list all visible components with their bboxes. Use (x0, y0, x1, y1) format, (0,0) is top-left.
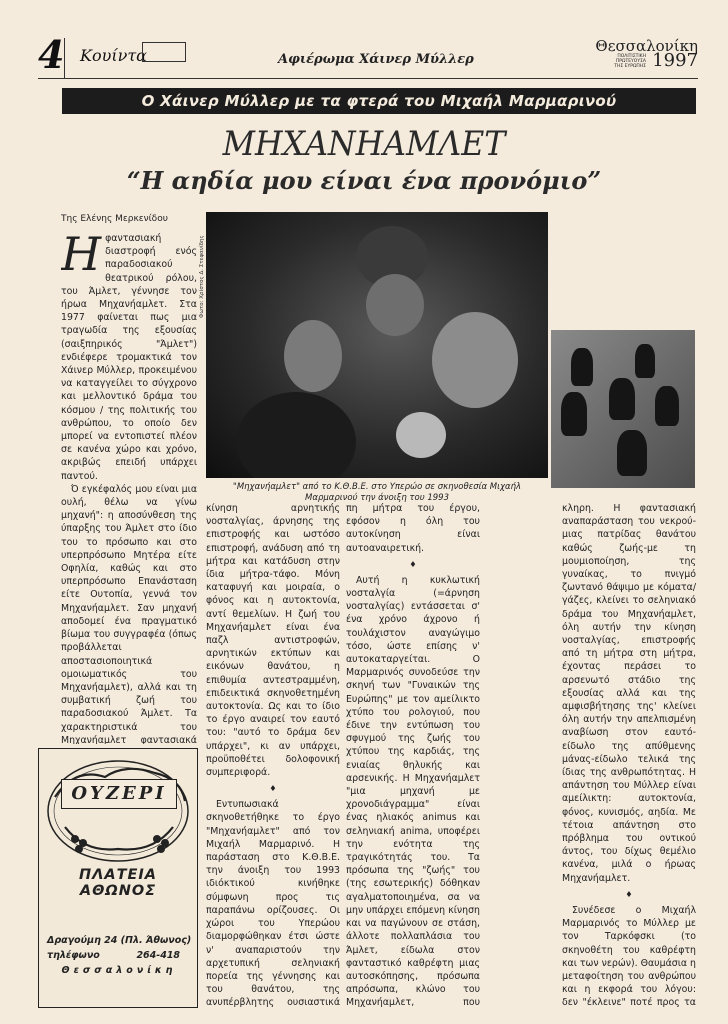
photo-credit-text: Φωτο: Χρίστος Δ. Στεφανίδης (199, 235, 205, 318)
ouzeri-advertisement (38, 748, 198, 1008)
ad-phone: 264-418 (136, 950, 181, 961)
article-banner: Ο Χάινερ Μύλλερ με τα φτερά του Μιχαήλ Μαρμαρινού (62, 88, 696, 114)
photo-detail (432, 312, 518, 408)
paragraph: Αυτή η κυκλωτική νοσταλγία (=άρνηση νοσταλγίας) εντάσσεται σ' ένα χρόνο άχρονο ή τουλάχιστον αναγώγιμο τόσο, ώστε επίσης ν' αυτοκαταργείται. Ο Μαρμαρινός συνοδεύσε την σκηνή των "Γυναικών της Ευρώπης" με τον αμείλικτο χτύπο του ρολογιού, που έδινε την εντύπωση του σφυγμού της ζωής του χτύπου της καρδιάς, της ενιαίας θηλυκής και αρσενικής. Η Μηχανήαμλετ "μια μηχανή με χρονοδιάγραμμα" είναι ένας ηλιακός animus και σεληνιακή anima, υποφέρει την ενότητα της τραγικότητάς του. Τα πρόσωπα της "ζωής" του (της εσωτερικής) δόθηκαν αγαλματοποιημένα, σα να μην υπάρχει επόμενη κίνηση και να παγώνουν σε στάση, άλλοτε πολλαπλάσια του Άμλετ, είδωλα στον φανταστικό καθρέφτη μιας αυτοσκόπησης, πρόσωπα απρόσωπα, κλώνο του Μηχανήαμλετ, που (346, 574, 480, 1007)
paragraph: κίνηση αρνητικής νοσταλγίας, άρνησης της επιστροφής και ωστόσο επιστροφή, ανάδυση από τη μήτρα και κατάδυση στην ίδια μήτρα-τάφο. Μόνη καταφυγή και μοιραία, ο φόνος και η αυτοκτονία, αντί θεμελίων. Η ζωή του Μηχανήαμλετ είναι ένα παζλ αντιστροφών, αρνητικών εκτύπων και εικόνων θανάτου, η επιθυμία αντεστραμμένη, επιδεικτικά σκηνοθετημένη αυτοκτονία. Ως και το ίδιο το έργο αναιρεί τον εαυτό του: "αυτό το δράμα δεν υπάρχει", κι αν υπάρχει, προϋποθέτει δολοφονική συμπεριφορά. (206, 503, 340, 779)
ad-contact (47, 933, 191, 978)
ad-location: ΠΛΑΤΕΙΑ ΑΘΩΝΟΣ (79, 867, 157, 899)
masthead-line: ΠΡΩΤΕΥΟΥΣΑ (615, 59, 646, 64)
separator-diamond: ♦ (625, 889, 633, 899)
text-column-2 (206, 502, 340, 1007)
text-column-4 (562, 502, 696, 1007)
photo-detail (366, 274, 424, 336)
stage-photo (206, 212, 548, 478)
paragraph: φαντασιακή διαστροφή ενός παραδοσιακού θεατρικού ρόλου, του Άμλετ, γέννησε τον ήρωα Μηχανήαμλετ. Στα 1977 φαίνεται πως μια τραγωδία της εξουσίας (σαιξπηρικός "Άμλετ") ενδιέφερε τρομακτικά τον Χάινερ Μύλλερ, προκειμένου να καταγγείλει το σύγχρονο και μελλοντικό δράμα του κόσμου / της πολιτικής του ανθρώπου, το οποίο δεν μπορεί να εντοπιστεί πλέον σε κανένα χώρο και χρόνο, ακριβώς επειδή υπάρχει παντού. (61, 233, 197, 482)
photo-figure (655, 386, 679, 426)
page-number: 4 (38, 32, 65, 77)
photo-caption: "Μηχανήαμλετ" από το Κ.Θ.Β.Ε. στο Υπερώο σε σκηνοθεσία Μιχαήλ Μαρμαρινού την άνοιξη του 1993 (232, 482, 522, 503)
masthead-line: ΤΗΣ ΕΥΡΩΠΗΣ (614, 64, 646, 69)
paragraph: Ό εγκέφαλός μου είναι μια ουλή, θέλω να γίνω μηχανή": η αποσύνθεση της ύπαρξης του Άμλετ στο ίδιο του το πρόσωπο και στο υπερπρόσωπο Μητέρα είτε Οφηλία, καθώς και στο υπερπρόσωπο Επανάσταση είτε Ουτοπία, γεννά τον Μηχανήαμλετ. Σαν μηχανή αποδομεί ένα πραγματικό βίωμα του συγγραφέα (όπως προβάλλεται αποστασιοποιητικά ομοιωματικός του Μηχανήαμλετ), αλλά και τη συμβατική ζωή του παραδοσιακού Άμλετ. Τα χαρακτηριστικά του Μηχανήαμλετ φαντασιακά (61, 483, 197, 744)
ad-address: Δραγούμη 24 (Πλ. Άθωνος) (47, 935, 192, 946)
subheadline: “Η αηδία μου είναι ένα προνόμιο” (126, 166, 602, 195)
ad-phone-line (47, 948, 191, 963)
photo-figure (571, 348, 593, 386)
photo-detail (236, 392, 356, 478)
grape-vine-icon (45, 757, 191, 865)
section-kicker: Αφιέρωμα Χάινερ Μύλλερ (278, 52, 474, 67)
separator-diamond: ♦ (409, 559, 417, 569)
text-column-1 (61, 232, 197, 744)
stage-photo-small (551, 330, 695, 488)
photo-figure (561, 392, 587, 436)
photo-detail (284, 320, 342, 392)
photo-detail (396, 412, 446, 458)
ad-phone-label: τηλέφωνο (47, 950, 100, 961)
masthead-line: ΠΟΛΙΤΙΣΤΙΚΗ (617, 54, 646, 59)
masthead-lines (588, 54, 646, 69)
masthead-city: Θεσσαλονίκη (595, 37, 698, 55)
headline: ΜΗΧΑΝΗΑΜΛΕΤ (222, 124, 506, 164)
masthead-logo (588, 38, 698, 69)
separator-diamond: ♦ (269, 784, 277, 794)
dropcap: Η (61, 232, 102, 281)
ad-city: Θεσσαλονίκη (61, 965, 177, 976)
page-header (38, 32, 698, 79)
section-logo-icon (142, 42, 186, 62)
paragraph: πη μήτρα του έργου, εφόσον η όλη του αυτοκίνηση είναι αυτοαναιρετική. (346, 503, 480, 554)
paragraph: Εντυπωσιακά σκηνοθετήθηκε το έργο "Μηχανήαμλετ" από τον Μιχαήλ Μαρμαρινό. Η παράσταση στο Κ.Θ.Β.Ε. την άνοιξη του 1993 ιδιόκτικού κινήθηκε σύμφωνη προς τις παραπάνω ορίζουσες. Οι χώροι του Υπερώου διαμορφώθηκαν έτσι ώστε ν' αναπαριστούν την αρχετυπική σεληνιακή πορεία της γέννησης και του θανάτου, της ανυπέρβλητης ουσιαστικά (206, 799, 340, 1007)
masthead-year: 1997 (652, 50, 698, 71)
section-logo: Κουίντα (80, 46, 147, 65)
header-rule (64, 38, 65, 78)
ad-business-name: ΟΥΖΕΡΙ (61, 779, 177, 809)
byline: Της Ελένης Μερκενίδου (61, 214, 168, 224)
photo-figure (635, 344, 655, 378)
paragraph: Συνέδεσε ο Μιχαήλ Μαρμαρινός το Μύλλερ με τον Ταρκόφσκι (το σκηνοθέτη του καθρέφτη και των νερών). Θαυμάσια η μεταφοίτηση του ανθρώπου και η εκφορά του λόγου: δεν "έκλεινε" ποτέ προς τα (562, 904, 696, 1007)
photo-credit (195, 212, 205, 322)
photo-figure (617, 430, 647, 476)
text-column-3 (346, 502, 480, 1007)
paragraph: κληρη. Η φαντασιακή αναπαράσταση του νεκρού-μιας πατρίδας θανάτου καθώς ζωής-με τη μουμιοποίηση, της γυναίκας, το πνιγμό ζωντανό θάψιμο με κόματα/γάζες, κλείνει το σεληνιακό δράμα του Μηχανήαμλετ, όλη αυτήν την κίνηση νοσταλγίας, επιστροφής από τη μήτρα στη μήτρα, έχοντας περάσει το αρσενωτό στάδιο της εξουσίας αλλά και της αμφισβήτησης της' κλείνει όλη αυτήν την απελπισμένη αναβίωση στον εαυτό-είδωλο της απύθμενης μάνας-είδωλο τελικά της ίδιας της ανθρωπότητας. Η απάντηση του Μύλλερ είναι αμείλικτη: αυτοκτονία, φόνος, κυνισμός, αηδία. Με τέτοια απάντηση στο πρόβλημα του οντικού άντος, του δίχως θεμέλιο κανένα, μιλά ο ήρωας Μηχανήαμλετ. (562, 503, 696, 884)
photo-figure (609, 378, 635, 420)
